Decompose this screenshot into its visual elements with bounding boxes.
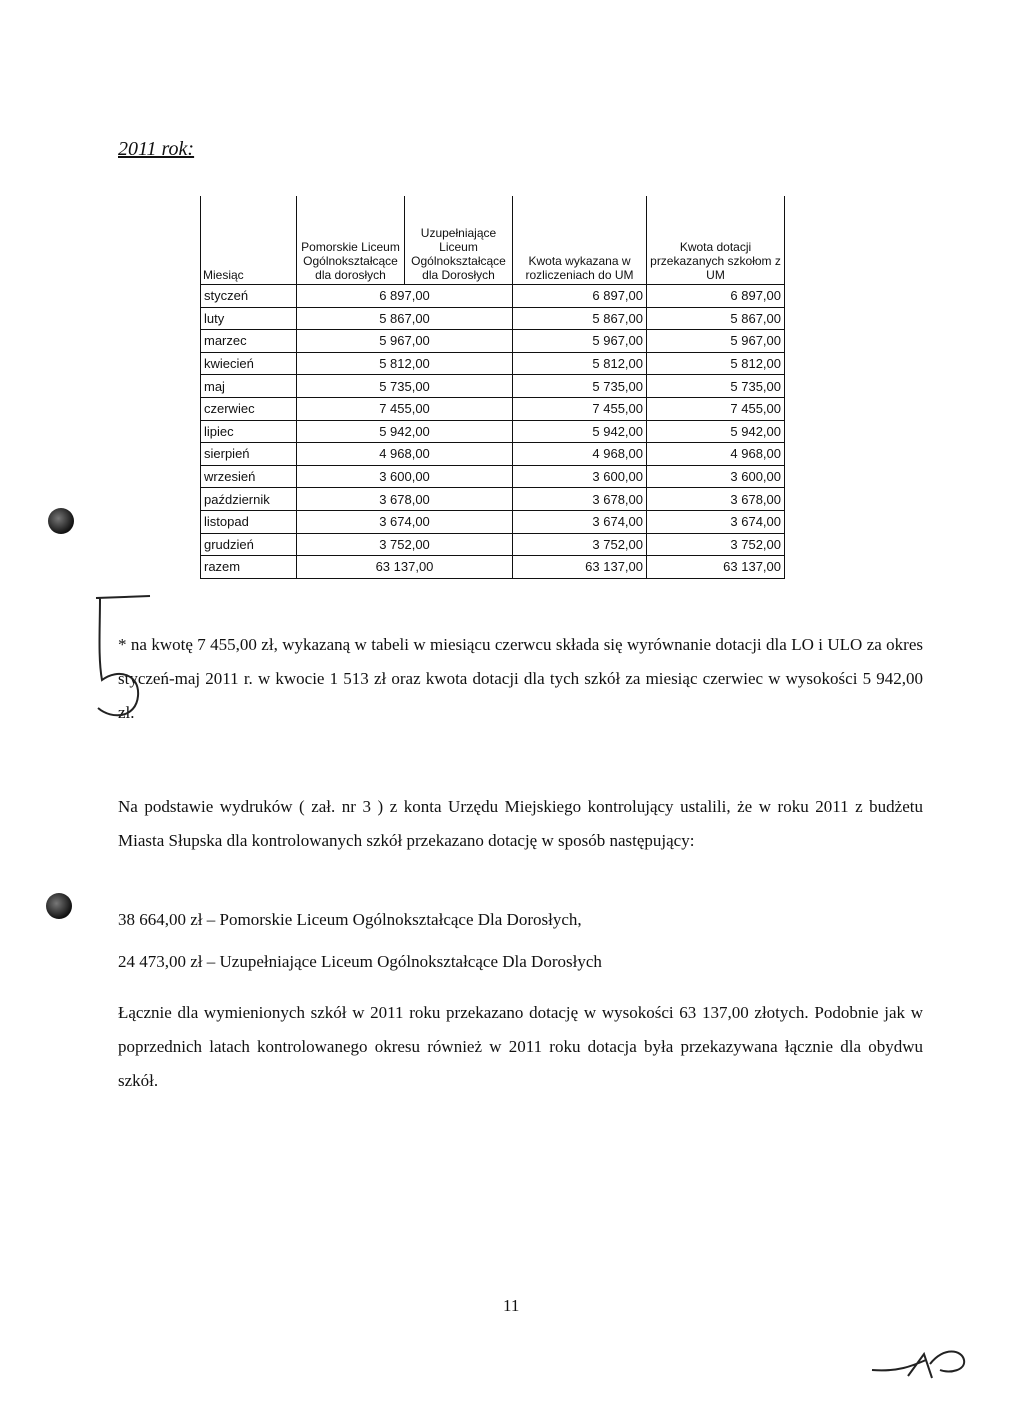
cell-school-amount: 3 752,00 — [297, 533, 513, 556]
cell-month: styczeń — [201, 285, 297, 308]
cell-month: luty — [201, 307, 297, 330]
paragraph-summary: Łącznie dla wymienionych szkół w 2011 roku przekazano dotację w wysokości 63 137,00 złotych. Podobnie jak w poprzednich latach kontrolowanego okresu również w 2011 roku dotacja była przekazywana łącznie dla obydwu szkół. — [118, 1003, 923, 1090]
cell-month: maj — [201, 375, 297, 398]
table-body — [201, 285, 785, 579]
cell-reported: 63 137,00 — [513, 556, 647, 579]
punch-hole-icon — [48, 508, 74, 534]
page-number: 11 — [503, 1296, 520, 1315]
subsidy-table — [200, 196, 785, 579]
table-row — [201, 556, 785, 579]
cell-school-amount: 5 867,00 — [297, 307, 513, 330]
cell-month: razem — [201, 556, 297, 579]
table-row — [201, 488, 785, 511]
cell-month: listopad — [201, 510, 297, 533]
cell-transferred: 3 752,00 — [647, 533, 785, 556]
cell-month: czerwiec — [201, 397, 297, 420]
cell-school-amount: 6 897,00 — [297, 285, 513, 308]
header-month: Miesiąc — [201, 196, 297, 285]
cell-transferred: 4 968,00 — [647, 443, 785, 466]
cell-school-amount: 7 455,00 — [297, 397, 513, 420]
cell-transferred: 5 867,00 — [647, 307, 785, 330]
footnote: * na kwotę 7 455,00 zł, wykazaną w tabeli w miesiącu czerwcu składa się wyrównanie dotacji dla LO i ULO za okres styczeń-maj 2011 r. w kwocie 1 513 zł oraz kwota dotacji dla tych szkół za miesiąc czerwiec w wysokości 5 942,00 zł. — [118, 635, 923, 722]
cell-transferred: 5 812,00 — [647, 352, 785, 375]
cell-month: lipiec — [201, 420, 297, 443]
table-row — [201, 465, 785, 488]
cell-school-amount: 5 967,00 — [297, 330, 513, 353]
table-row — [201, 307, 785, 330]
cell-reported: 5 735,00 — [513, 375, 647, 398]
header-transferred: Kwota dotacji przekazanych szkołom z UM — [647, 196, 785, 285]
cell-month: sierpień — [201, 443, 297, 466]
handwritten-signature — [868, 1336, 978, 1396]
cell-month: wrzesień — [201, 465, 297, 488]
transfer-line-pomorskie: 38 664,00 zł – Pomorskie Liceum Ogólnokształcące Dla Dorosłych, — [118, 910, 582, 929]
cell-reported: 5 812,00 — [513, 352, 647, 375]
table-row — [201, 375, 785, 398]
cell-month: październik — [201, 488, 297, 511]
table-row — [201, 443, 785, 466]
table-row — [201, 330, 785, 353]
cell-school-amount: 5 942,00 — [297, 420, 513, 443]
cell-reported: 3 600,00 — [513, 465, 647, 488]
cell-transferred: 3 600,00 — [647, 465, 785, 488]
cell-transferred: 5 942,00 — [647, 420, 785, 443]
header-school-2: Uzupełniające Liceum Ogólnokształcące dla Dorosłych — [405, 196, 513, 285]
cell-month: grudzień — [201, 533, 297, 556]
cell-school-amount: 4 968,00 — [297, 443, 513, 466]
table-row — [201, 352, 785, 375]
cell-school-amount: 3 678,00 — [297, 488, 513, 511]
cell-reported: 5 867,00 — [513, 307, 647, 330]
handwritten-initial — [88, 588, 168, 738]
cell-transferred: 3 674,00 — [647, 510, 785, 533]
cell-reported: 7 455,00 — [513, 397, 647, 420]
table-row — [201, 510, 785, 533]
cell-reported: 3 752,00 — [513, 533, 647, 556]
cell-month: marzec — [201, 330, 297, 353]
cell-reported: 5 967,00 — [513, 330, 647, 353]
header-reported: Kwota wykazana w rozliczeniach do UM — [513, 196, 647, 285]
cell-school-amount: 3 674,00 — [297, 510, 513, 533]
cell-reported: 4 968,00 — [513, 443, 647, 466]
table-header-row — [201, 196, 785, 285]
cell-reported: 3 678,00 — [513, 488, 647, 511]
cell-transferred: 6 897,00 — [647, 285, 785, 308]
table-row — [201, 285, 785, 308]
cell-school-amount: 3 600,00 — [297, 465, 513, 488]
cell-month: kwiecień — [201, 352, 297, 375]
cell-transferred: 63 137,00 — [647, 556, 785, 579]
cell-school-amount: 5 735,00 — [297, 375, 513, 398]
punch-hole-icon — [46, 893, 72, 919]
cell-transferred: 3 678,00 — [647, 488, 785, 511]
cell-transferred: 5 967,00 — [647, 330, 785, 353]
paragraph-transfers-intro: Na podstawie wydruków ( zał. nr 3 ) z konta Urzędu Miejskiego kontrolujący ustalili, że w roku 2011 z budżetu Miasta Słupska dla kontrolowanych szkół przekazano dotację w sposób następujący: — [118, 797, 923, 850]
cell-school-amount: 63 137,00 — [297, 556, 513, 579]
section-heading: 2011 rok: — [118, 138, 195, 160]
cell-transferred: 5 735,00 — [647, 375, 785, 398]
table-row — [201, 533, 785, 556]
table-row — [201, 397, 785, 420]
cell-reported: 5 942,00 — [513, 420, 647, 443]
cell-transferred: 7 455,00 — [647, 397, 785, 420]
cell-reported: 3 674,00 — [513, 510, 647, 533]
cell-school-amount: 5 812,00 — [297, 352, 513, 375]
header-school-1: Pomorskie Liceum Ogólnokształcące dla dorosłych — [297, 196, 405, 285]
cell-reported: 6 897,00 — [513, 285, 647, 308]
table-row — [201, 420, 785, 443]
transfer-line-uzupelniajace: 24 473,00 zł – Uzupełniające Liceum Ogólnokształcące Dla Dorosłych — [118, 952, 602, 971]
